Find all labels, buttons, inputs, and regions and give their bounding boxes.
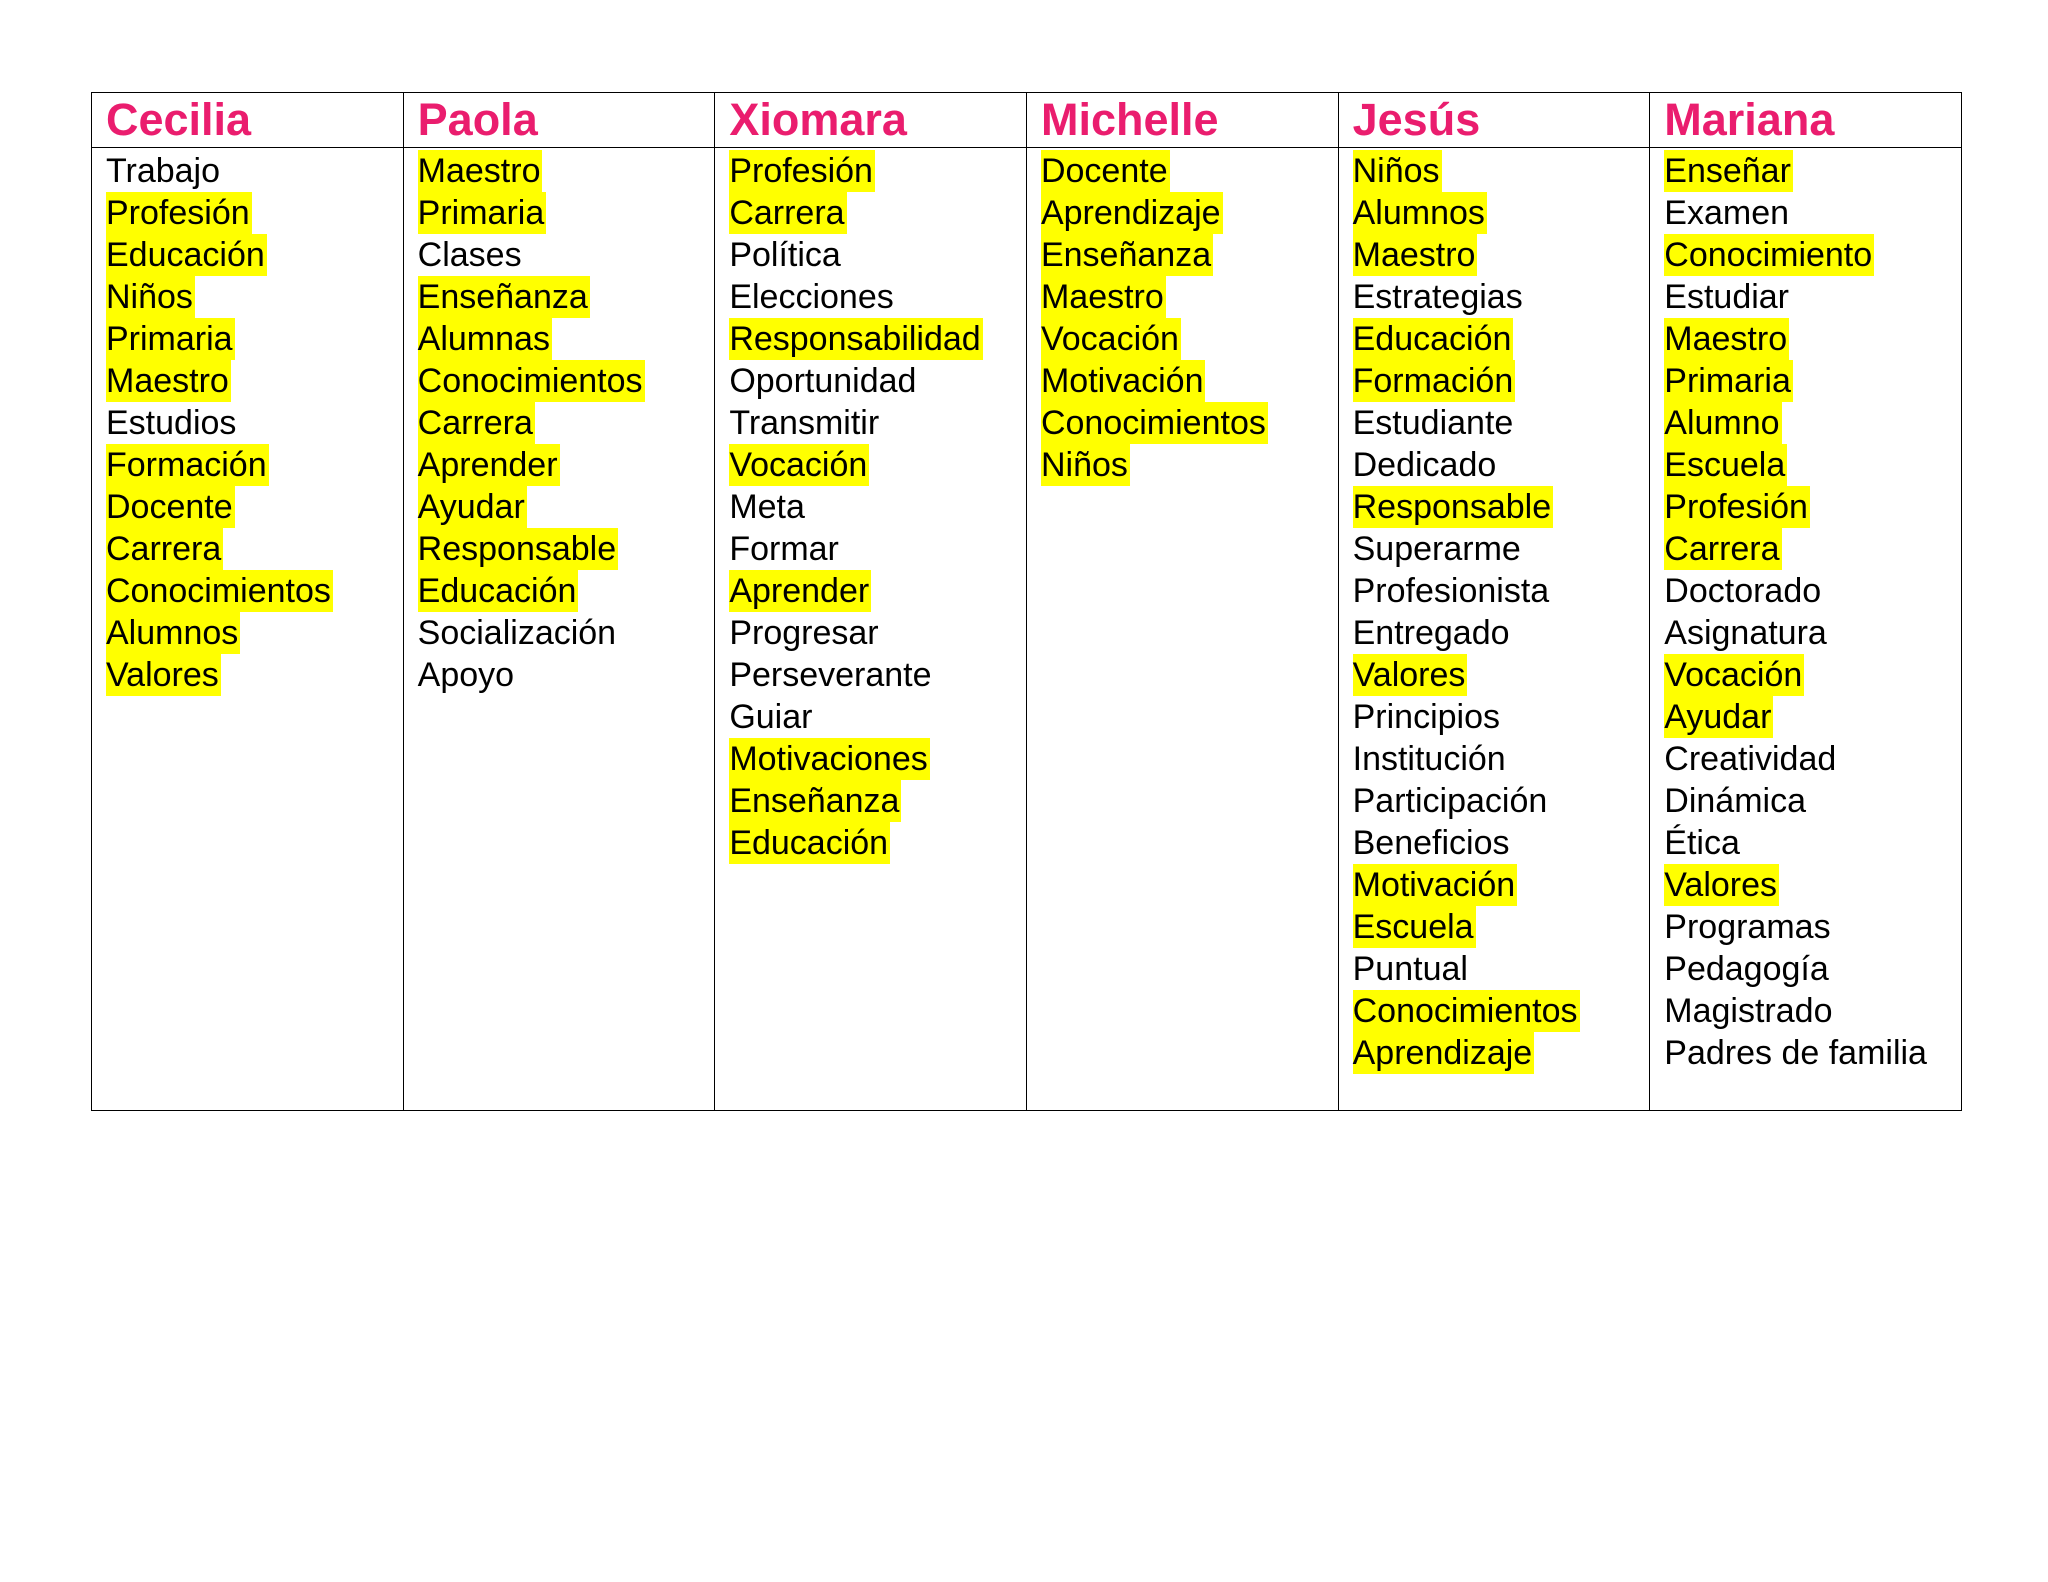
word: Principios [1352,698,1501,736]
word: Doctorado [1664,572,1822,610]
column-cell [1650,148,1962,1111]
word: Transmitir [729,404,880,442]
word: Pedagogía [1664,950,1829,988]
column-header: Xiomara [715,93,1027,148]
highlighted-word: Docente [1040,152,1168,190]
word-list [1041,150,1324,486]
word: Participación [1352,782,1548,820]
highlighted-word: Responsable [1352,488,1552,526]
highlighted-word: Enseñanza [417,278,588,316]
word: Socialización [417,614,617,652]
word: Formar [729,530,839,568]
highlighted-word: Primaria [1664,362,1791,400]
highlighted-word: Educación [1352,320,1512,358]
word-list [106,150,389,696]
word-list [418,150,701,696]
word: Estudiante [1352,404,1514,442]
highlighted-word: Carrera [729,194,845,232]
highlighted-word: Conocimientos [417,362,643,400]
highlighted-word: Enseñanza [1040,236,1212,274]
highlighted-word: Aprendizaje [1040,194,1221,232]
column-cell [403,148,715,1111]
table-body [92,148,1962,1111]
highlighted-word: Valores [1664,866,1778,904]
highlighted-word: Conocimiento [1664,236,1873,274]
word: Creatividad [1664,740,1837,778]
column-header: Paola [403,93,715,148]
highlighted-word: Vocación [729,446,868,484]
word: Puntual [1352,950,1468,988]
word: Progresar [729,614,879,652]
highlighted-word: Conocimientos [1040,404,1266,442]
highlighted-word: Ayudar [1664,698,1772,736]
body-row [92,148,1962,1111]
word: Ética [1664,824,1740,862]
column-cell [1338,148,1650,1111]
word: Clases [417,236,522,274]
column-header: Cecilia [92,93,404,148]
highlighted-word: Niños [1352,152,1440,190]
highlighted-word: Aprendizaje [1352,1034,1533,1072]
word-list [1353,150,1636,1074]
highlighted-word: Ayudar [417,488,525,526]
highlighted-word: Maestro [1664,320,1788,358]
word: Elecciones [729,278,894,316]
word: Oportunidad [729,362,917,400]
highlighted-word: Alumno [1664,404,1780,442]
highlighted-word: Profesión [1664,488,1808,526]
word: Perseverante [729,656,932,694]
word: Meta [729,488,805,526]
word: Examen [1664,194,1790,232]
highlighted-word: Escuela [1352,908,1474,946]
word: Guiar [729,698,813,736]
word: Institución [1352,740,1506,778]
word-list [1664,150,1947,1074]
highlighted-word: Alumnos [106,614,239,652]
highlighted-word: Educación [106,236,265,274]
highlighted-word: Carrera [1664,530,1780,568]
column-header: Michelle [1026,93,1338,148]
highlighted-word: Carrera [417,404,533,442]
word: Dedicado [1352,446,1497,484]
word: Beneficios [1352,824,1510,862]
highlighted-word: Alumnas [417,320,550,358]
highlighted-word: Alumnos [1352,194,1485,232]
highlighted-word: Educación [729,824,889,862]
highlighted-word: Carrera [106,530,222,568]
word: Programas [1664,908,1831,946]
highlighted-word: Formación [106,446,267,484]
highlighted-word: Valores [106,656,219,694]
word: Magistrado [1664,992,1833,1030]
highlighted-word: Motivaciones [729,740,928,778]
highlighted-word: Escuela [1664,446,1786,484]
highlighted-word: Conocimientos [106,572,331,610]
highlighted-word: Motivación [1040,362,1204,400]
highlighted-word: Niños [106,278,193,316]
column-cell [1026,148,1338,1111]
highlighted-word: Maestro [417,152,541,190]
word: Asignatura [1664,614,1827,652]
highlighted-word: Niños [1040,446,1128,484]
column-cell [92,148,404,1111]
word: Superarme [1352,530,1521,568]
highlighted-word: Enseñanza [729,782,900,820]
column-header: Mariana [1650,93,1962,148]
highlighted-word: Vocación [1040,320,1179,358]
highlighted-word: Maestro [1352,236,1476,274]
highlighted-word: Profesión [729,152,873,190]
table-header [92,93,1962,148]
column-header: Jesús [1338,93,1650,148]
highlighted-word: Enseñar [1664,152,1791,190]
highlighted-word: Primaria [417,194,545,232]
word: Entregado [1352,614,1510,652]
highlighted-word: Conocimientos [1352,992,1578,1030]
highlighted-word: Formación [1352,362,1514,400]
word: Estudiar [1664,278,1790,316]
highlighted-word: Maestro [1040,278,1164,316]
column-cell [715,148,1027,1111]
word: Estudios [106,404,237,442]
word: Política [729,236,841,274]
highlighted-word: Motivación [1352,866,1516,904]
word: Padres de familia [1664,1034,1927,1072]
word-association-table [91,92,1962,1111]
highlighted-word: Responsable [417,530,617,568]
header-row [92,93,1962,148]
word: Dinámica [1664,782,1806,820]
word: Estrategias [1352,278,1523,316]
highlighted-word: Valores [1352,656,1466,694]
highlighted-word: Vocación [1664,656,1803,694]
word: Profesionista [1352,572,1550,610]
highlighted-word: Docente [106,488,233,526]
highlighted-word: Maestro [106,362,229,400]
word: Trabajo [106,152,221,190]
word-list [729,150,1012,864]
highlighted-word: Responsabilidad [729,320,981,358]
highlighted-word: Aprender [417,446,558,484]
word: Apoyo [417,656,515,694]
highlighted-word: Educación [417,572,577,610]
highlighted-word: Profesión [106,194,250,232]
highlighted-word: Aprender [729,572,870,610]
highlighted-word: Primaria [106,320,233,358]
